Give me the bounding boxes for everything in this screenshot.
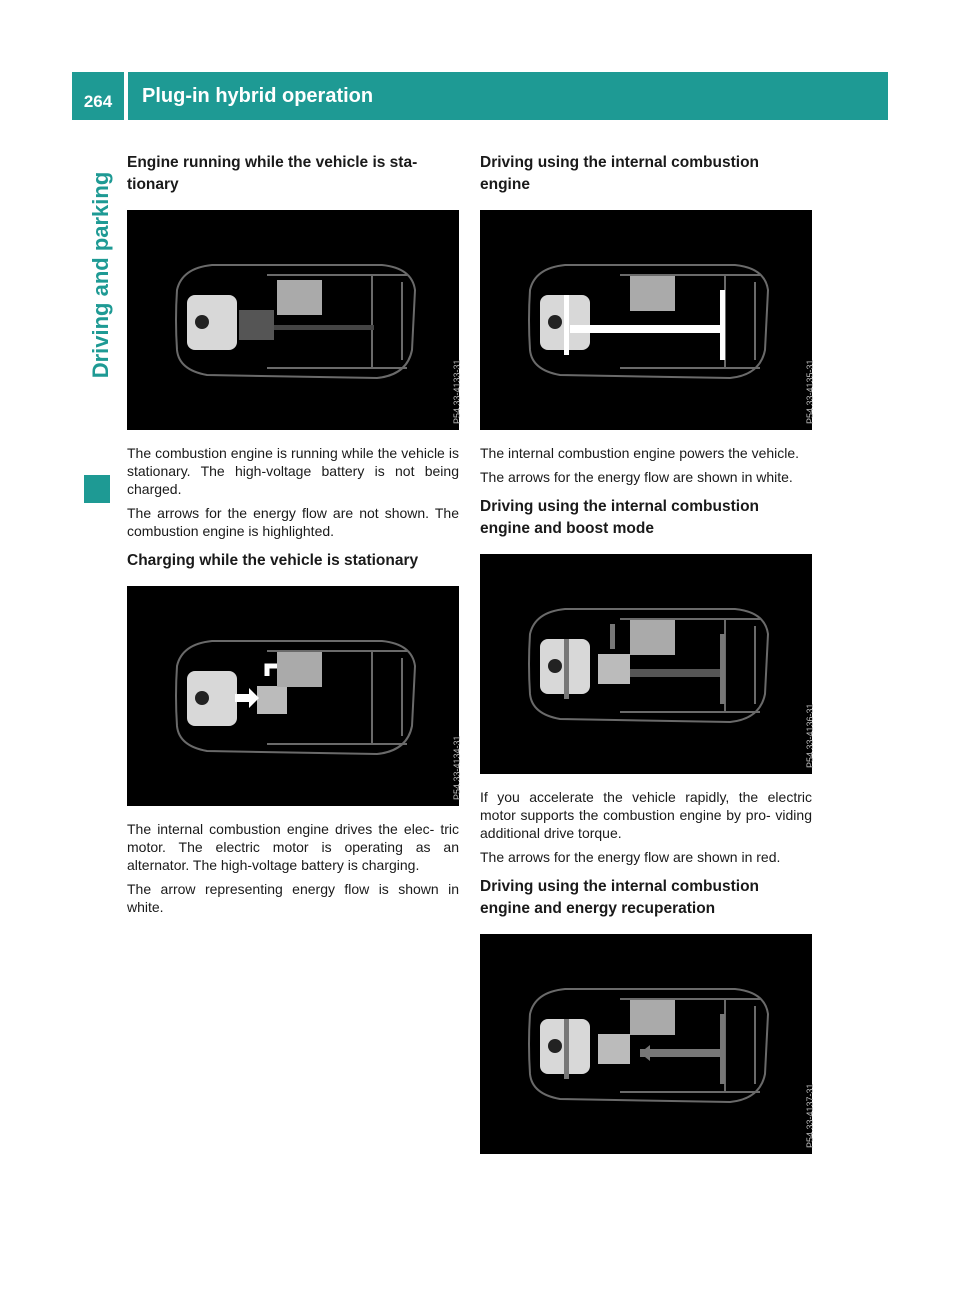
paragraph: The internal combustion engine powers the vehicle. [480,445,800,461]
figure-driving-combustion [480,210,815,430]
driveshaft [274,325,374,330]
paragraph: If you accelerate the vehicle rapidly, the electric motor supports the combustion engine by pro- viding additional drive torque. [480,789,812,841]
high-voltage-battery [277,652,322,687]
figure-charging-stationary [127,586,462,806]
page-number: 264 [72,72,124,120]
energy-arrow [564,1019,569,1079]
right-column [480,152,815,1168]
energy-flow [630,669,725,677]
paragraph: The arrows for the energy flow are shown in red. [480,849,781,865]
combustion-engine [187,295,237,350]
electric-motor [598,654,630,684]
energy-flow [640,1049,725,1057]
left-column [127,152,462,922]
combustion-engine [187,671,237,726]
vehicle-diagram [480,554,815,774]
page-title: Plug-in hybrid operation [128,72,888,120]
energy-arrow-white [235,688,259,708]
paragraph: The arrow representing energy flow is shown in white. [127,881,459,915]
figure-code: P54.33-4135-31 [805,359,815,424]
figure-energy-recuperation [480,934,815,1154]
energy-flow-white [570,325,725,333]
section-tab-label: Driving and parking [88,171,113,379]
electric-motor [239,310,274,340]
section-marker [84,475,110,503]
vehicle-diagram [480,210,815,430]
paragraph: The internal combustion engine drives the elec- tric motor. The electric motor is operating as an alternator. The high-voltage battery is charging. [127,821,459,873]
vehicle-diagram [480,934,815,1154]
heading-energy-recuperation: Driving using the internal combustion engine and energy recuperation [480,878,760,917]
energy-arrow [720,1014,725,1084]
energy-arrow [640,1045,650,1061]
electric-motor [598,1034,630,1064]
energy-arrow [564,639,569,699]
section-tab [84,145,114,405]
vehicle-diagram [127,210,462,430]
paragraph: The arrows for the energy flow are not shown. The combustion engine is highlighted. [127,505,459,539]
vehicle-diagram [127,586,462,806]
high-voltage-battery [630,276,675,311]
high-voltage-battery [630,1000,675,1035]
figure-code: P54.33-4136-31 [805,703,815,768]
paragraph: The combustion engine is running while the vehicle is stationary. The high-voltage battery is not being charged. [127,445,459,497]
energy-arrow [610,624,615,649]
energy-arrow-white [267,666,277,676]
paragraph: The arrows for the energy flow are shown in white. [480,469,793,485]
energy-arrow-white [720,290,725,360]
high-voltage-battery [277,280,322,315]
heading-driving-combustion: Driving using the internal combustion engine [480,154,760,193]
energy-arrow [720,634,725,704]
figure-code: P54.33-4133-31 [452,359,462,424]
energy-arrow-white [564,295,569,355]
heading-engine-running-stationary: Engine running while the vehicle is sta- tionary [127,154,418,193]
figure-code: P54.33-4134-31 [452,735,462,800]
heading-charging-stationary: Charging while the vehicle is stationary [127,552,419,569]
figure-engine-running-stationary [127,210,462,430]
figure-boost-mode [480,554,815,774]
electric-motor [257,686,287,714]
high-voltage-battery [630,620,675,655]
figure-code: P54.33-4137-31 [805,1083,815,1148]
heading-boost-mode: Driving using the internal combustion engine and boost mode [480,498,760,537]
